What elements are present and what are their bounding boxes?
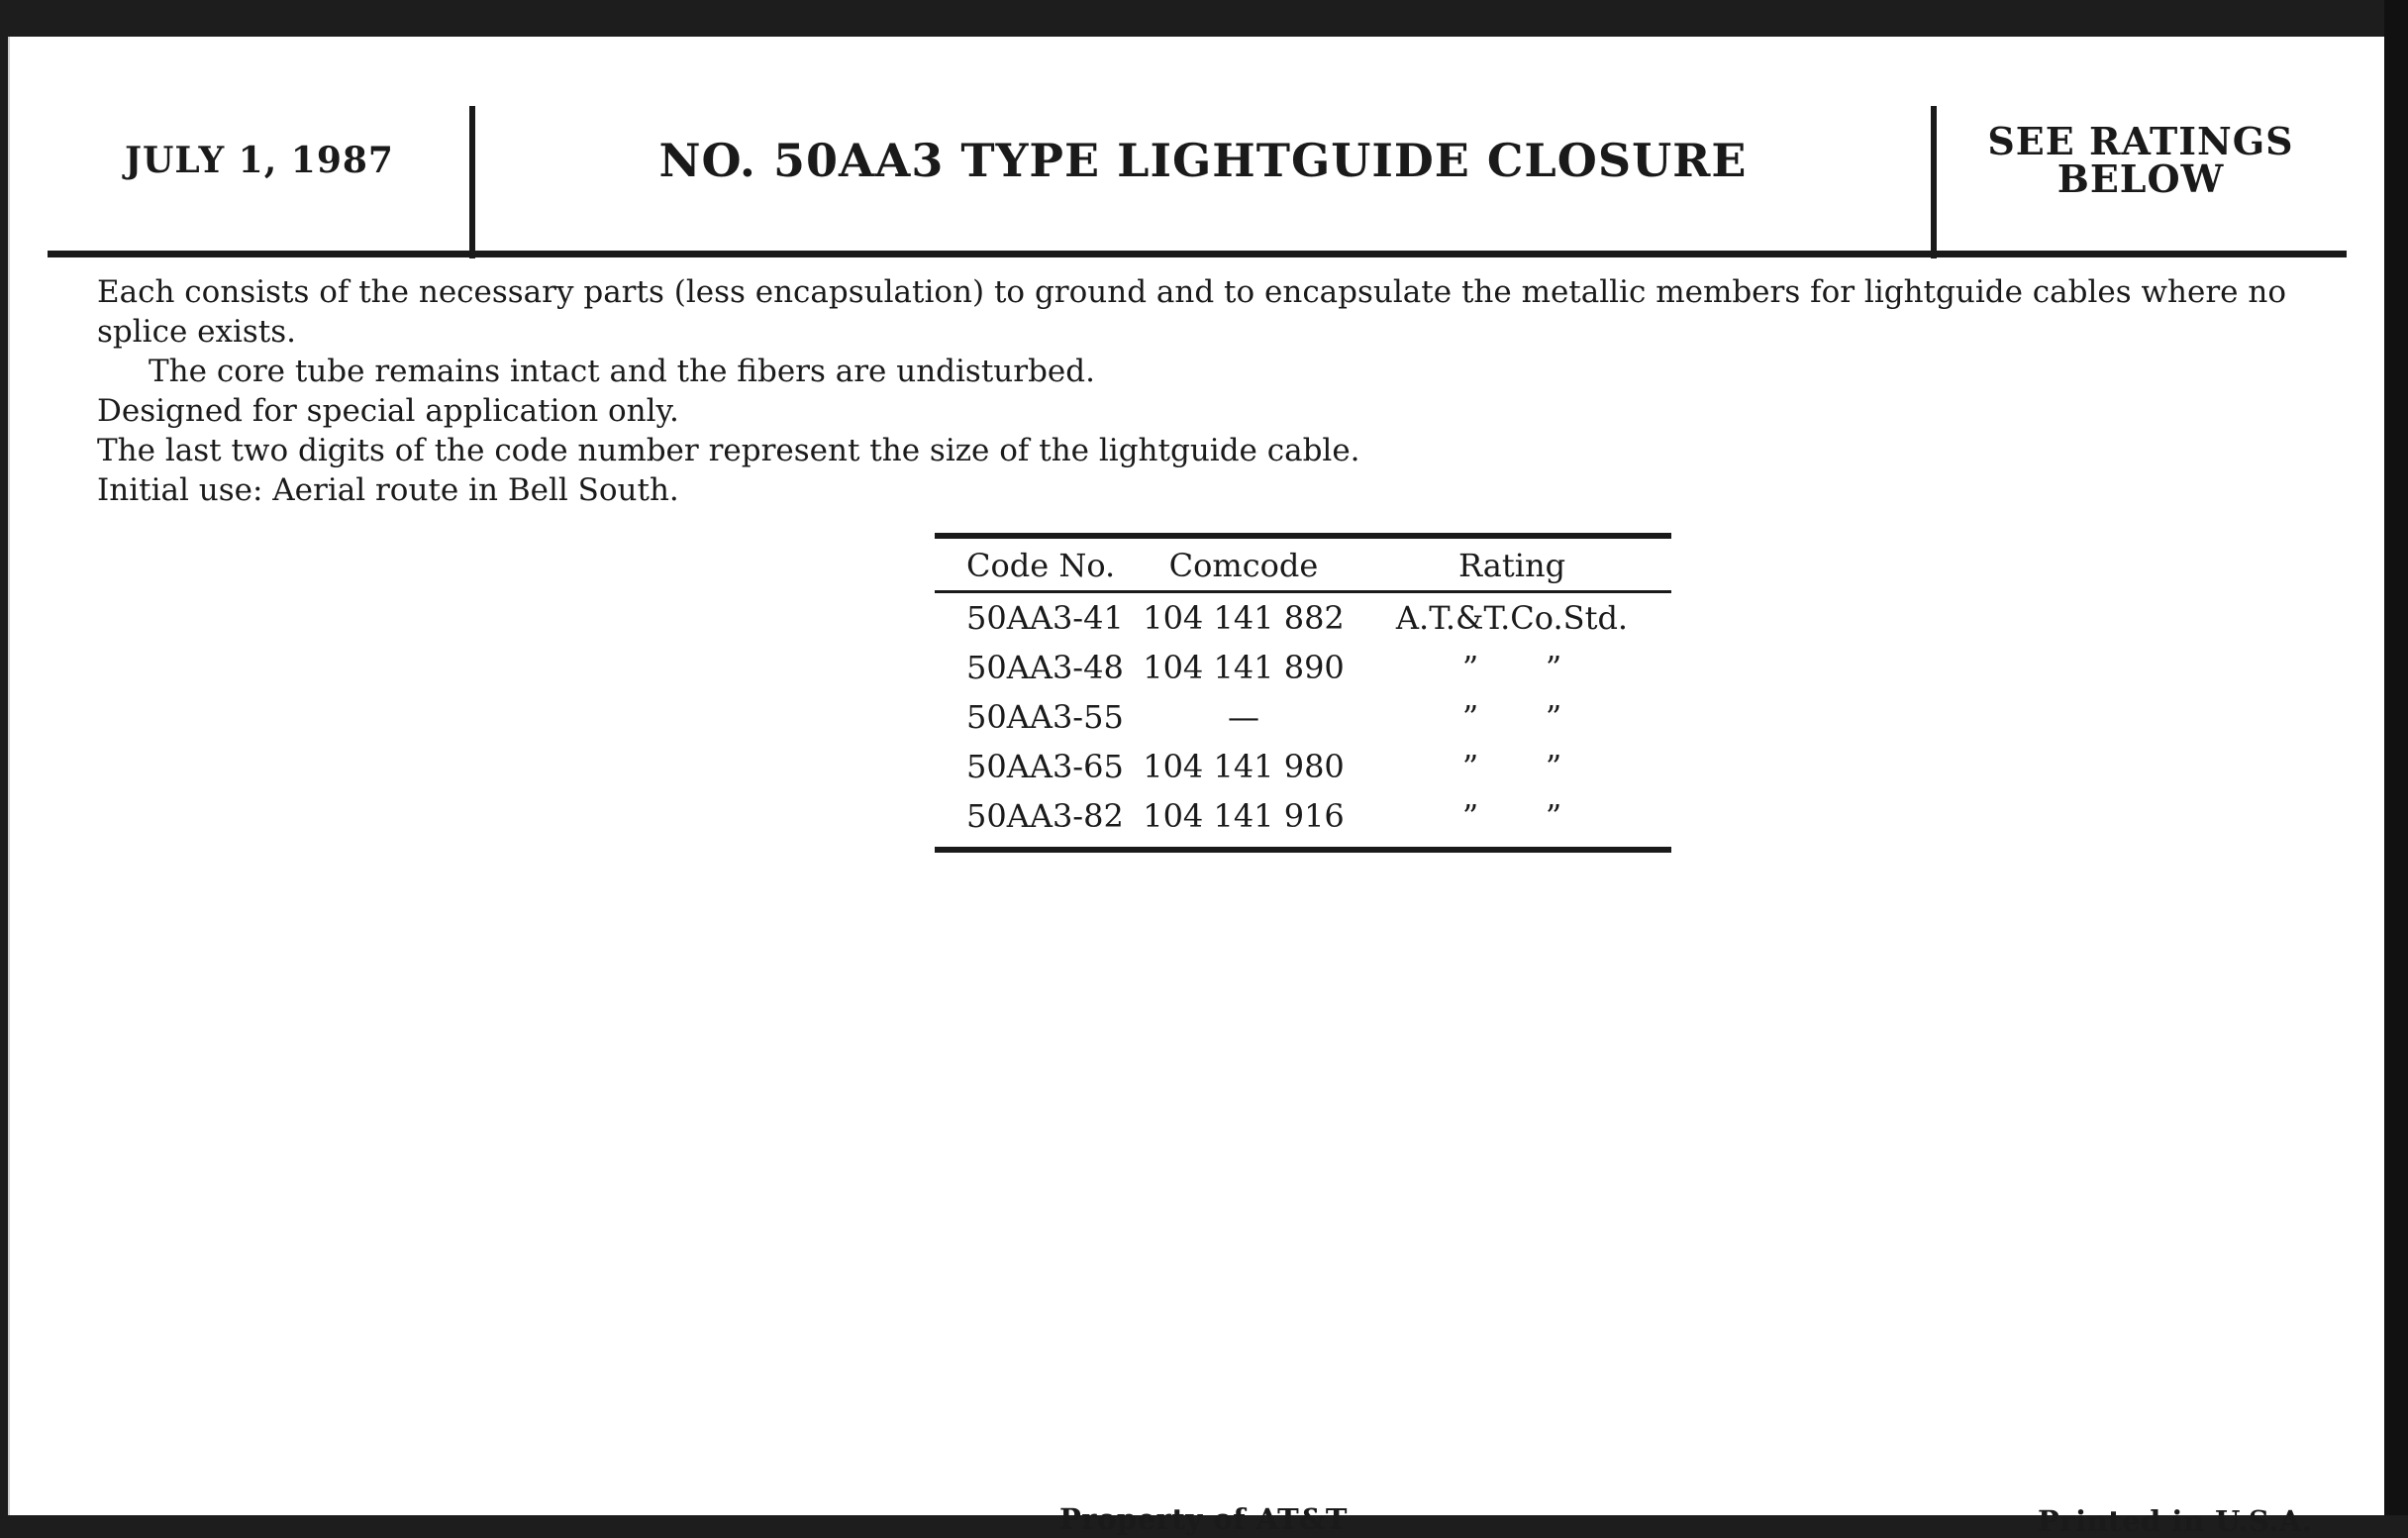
code-cell: 50AA3-82 [966, 797, 1124, 835]
description [97, 272, 2355, 510]
description-line: Each consists of the necessary parts (less encapsulation) to ground and to encapsulate the metallic members for lightguide cables where no splice exists. [97, 274, 2286, 350]
table-row [935, 791, 1671, 841]
table-row [935, 593, 1671, 643]
description-line: The core tube remains intact and the fibers are undisturbed. [149, 354, 1095, 389]
table-row [935, 692, 1671, 742]
comcode-cell: 104 141 980 [1143, 748, 1345, 785]
code-cell: 50AA3-48 [966, 649, 1124, 686]
printed-notice: Printed in U.S.A. [2038, 1504, 2313, 1538]
table-row [935, 742, 1671, 791]
page-title: NO. 50AA3 TYPE LIGHTGUIDE CLOSURE [658, 134, 1748, 187]
header-rule [48, 251, 2347, 257]
code-cell: 50AA3-41 [966, 599, 1124, 637]
rating-cell [1353, 748, 1671, 785]
table-row [935, 643, 1671, 692]
code-table [935, 533, 1671, 853]
description-line: Designed for special application only. [97, 393, 679, 429]
column-header-comcode: Comcode [1168, 547, 1319, 584]
code-cell: 50AA3-65 [966, 748, 1124, 785]
rating-cell: A.T.&T.Co.Std. [1395, 599, 1629, 637]
ditto-mark: ” [1461, 748, 1479, 785]
rating-cell [1353, 649, 1671, 686]
column-header-code: Code No. [966, 547, 1116, 584]
ditto-mark: ” [1461, 698, 1479, 736]
ratings-note-line1: SEE RATINGS [1987, 119, 2294, 163]
ditto-mark: ” [1545, 698, 1562, 736]
rating-cell [1353, 698, 1671, 736]
scan-edge [2384, 0, 2408, 1515]
column-header-rating: Rating [1457, 547, 1566, 584]
table-header [935, 539, 1671, 593]
ditto-mark: ” [1461, 797, 1479, 835]
ditto-mark: ” [1545, 748, 1562, 785]
ratings-note-line2: BELOW [2057, 156, 2225, 201]
comcode-cell: 104 141 916 [1143, 797, 1345, 835]
ditto-mark: ” [1461, 649, 1479, 686]
comcode-cell: — [1228, 698, 1259, 736]
description-line: The last two digits of the code number represent the size of the lightguide cable. [97, 433, 1360, 468]
comcode-cell: 104 141 882 [1143, 599, 1345, 637]
ditto-mark: ” [1545, 797, 1562, 835]
comcode-cell: 104 141 890 [1143, 649, 1345, 686]
property-notice: Property of AT&T [1059, 1502, 1348, 1536]
description-line: Initial use: Aerial route in Bell South. [97, 472, 679, 508]
code-cell: 50AA3-55 [966, 698, 1124, 736]
header [48, 66, 2347, 255]
issue-date: JULY 1, 1987 [125, 140, 394, 181]
ratings-note [1935, 66, 2347, 255]
document-page [8, 37, 2384, 1538]
ditto-mark: ” [1545, 649, 1562, 686]
rating-cell [1353, 797, 1671, 835]
